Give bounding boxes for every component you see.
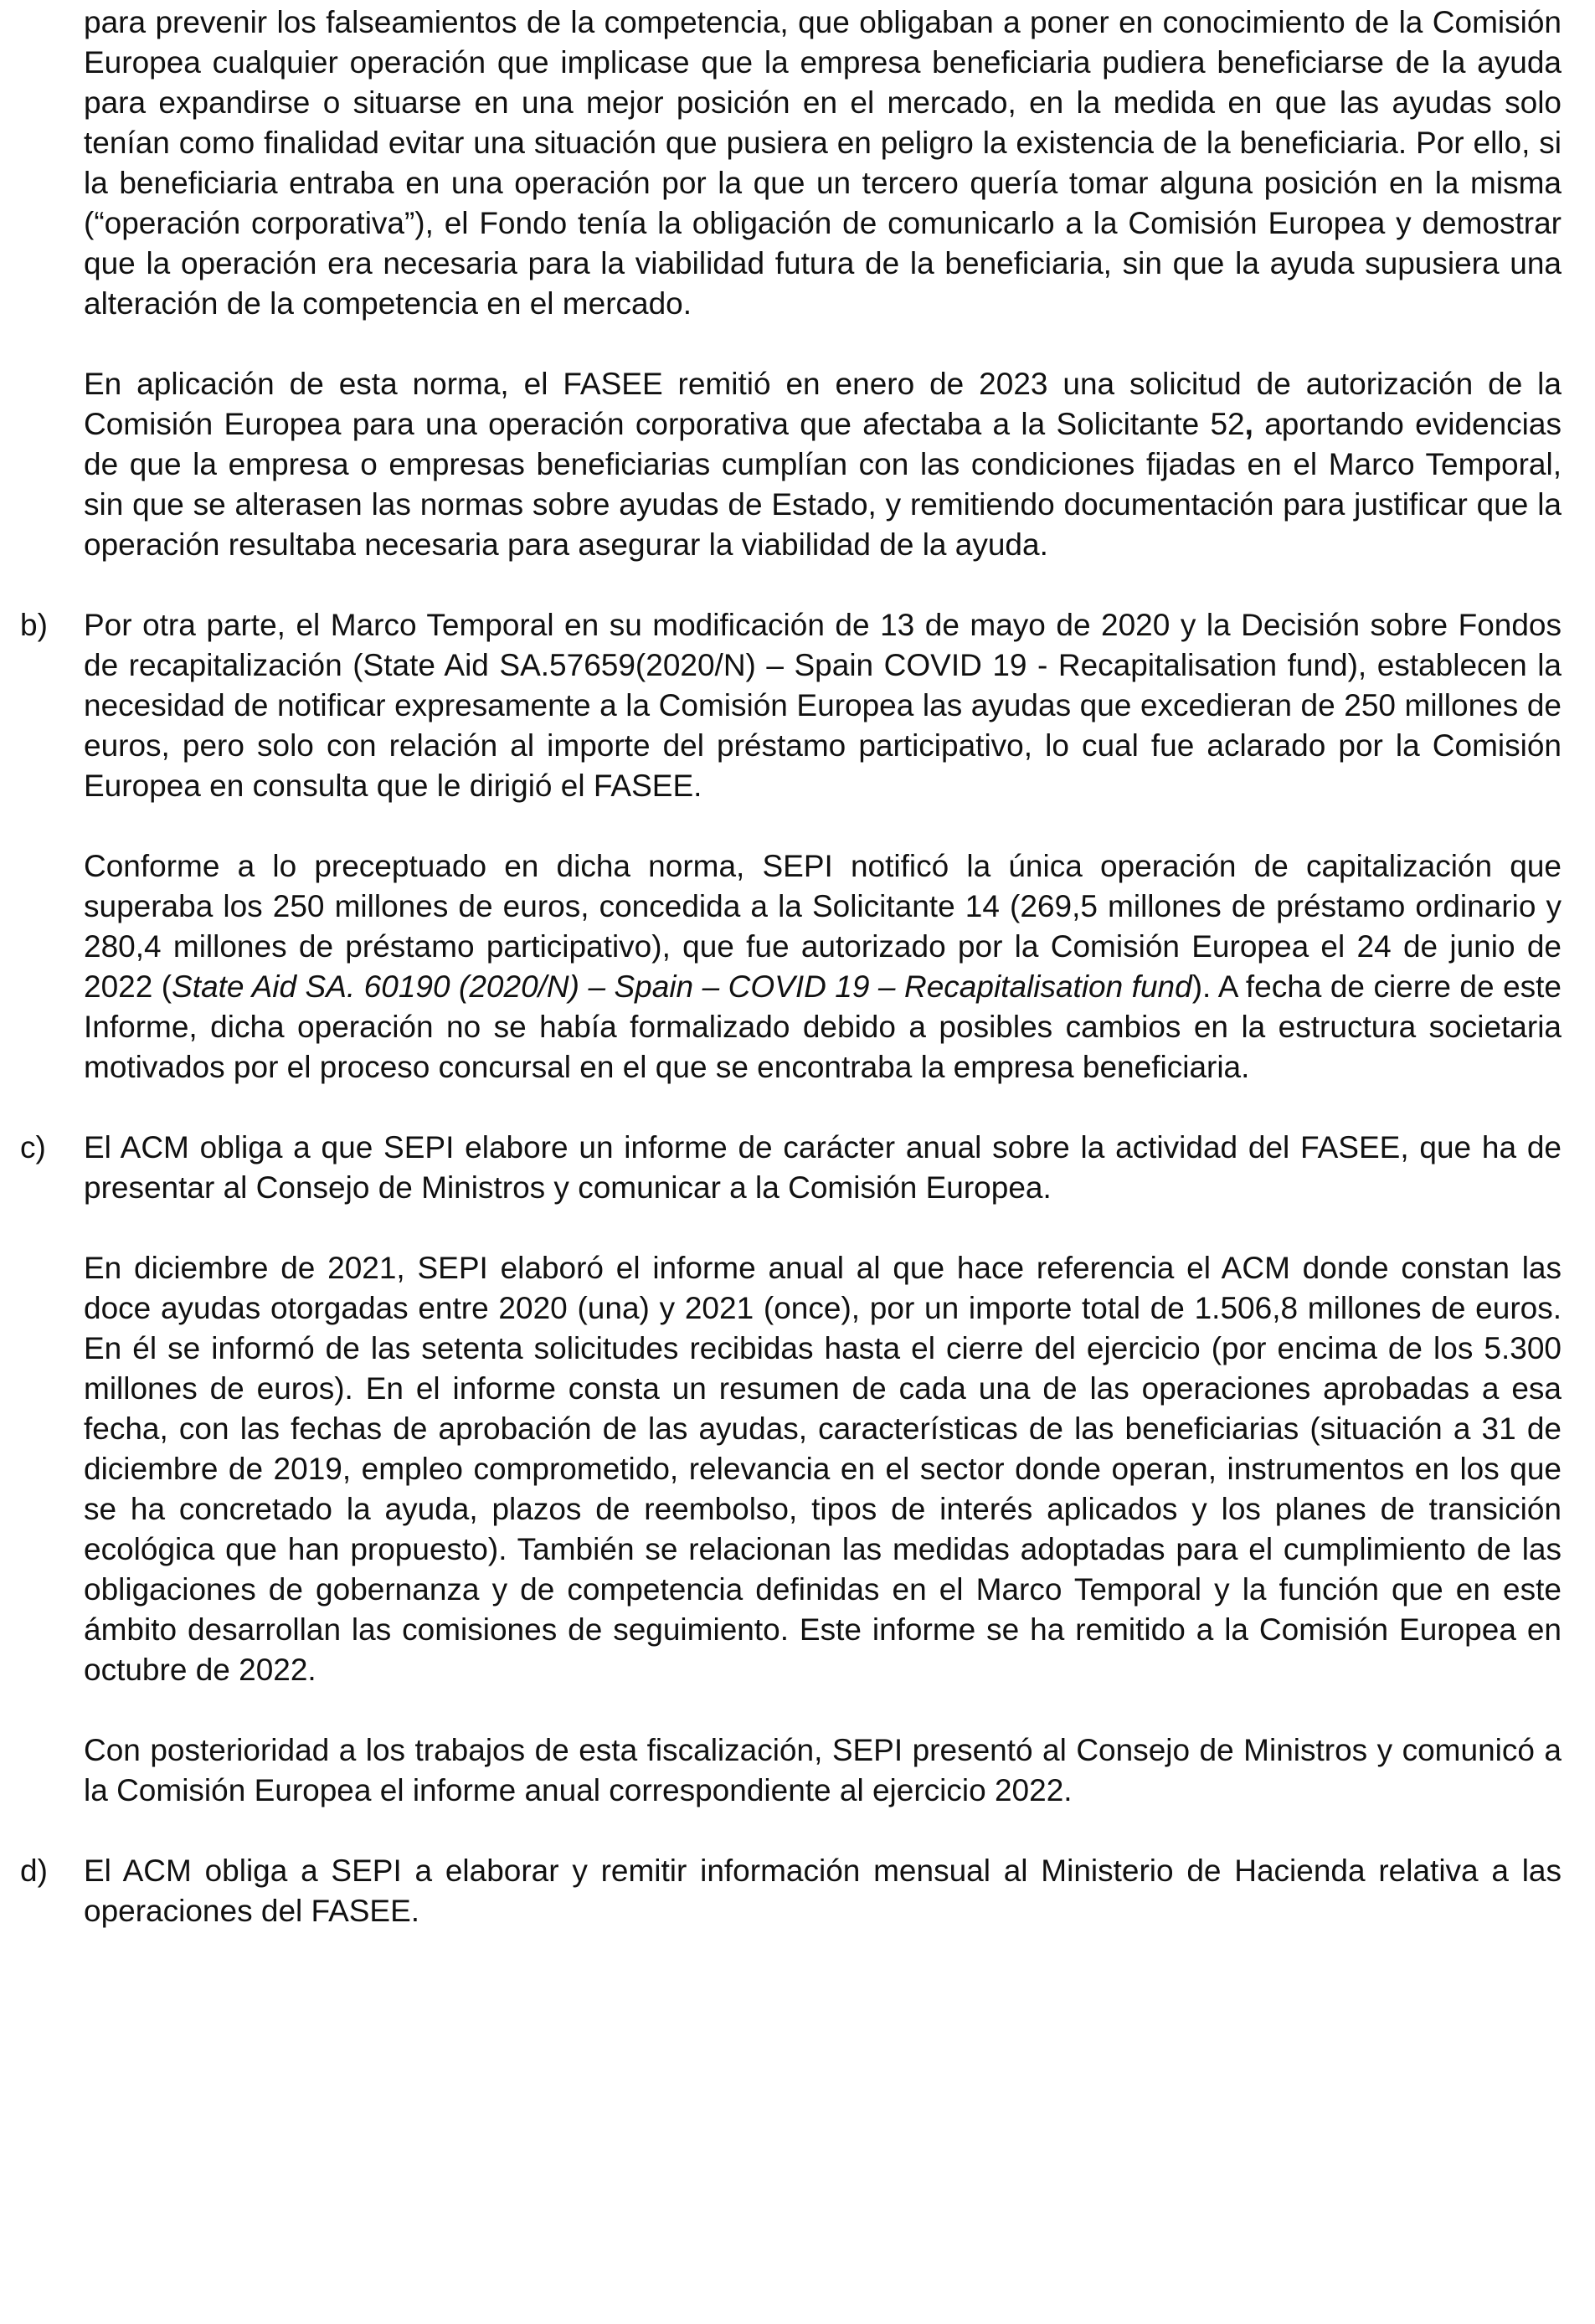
bold-comma: , — [1244, 407, 1253, 441]
paragraph-competencia: para prevenir los falseamientos de la competencia, que obligaban a poner en conocimiento de la Comisión Europea cualquier operación que implicase que la empresa beneficiaria pudiera beneficiarse de la ayuda para expandirse o situarse en una mejor posición en el mercado, en la medida en que las ayudas solo tenían como finalidad evitar una situación que pusiera en peligro la existencia de la beneficiaria. Por ello, si la beneficiaria entraba en una operación por la que un tercero quería tomar alguna posición en la misma (“operación corporativa”), el Fondo tenía la obligación de comunicarlo a la Comisión Europea y demostrar que la operación era necesaria para la viabilidad futura de la beneficiaria, sin que la ayuda supusiera una alteración de la competencia en el mercado. — [84, 5, 1562, 321]
spacer — [84, 1811, 1562, 1851]
paragraph-acm-informe-anual: El ACM obliga a que SEPI elabore un informe de carácter anual sobre la actividad del FASEE, que ha de presentar al Consejo de Ministros y comunicar a la Comisión Europea. — [84, 1130, 1562, 1205]
document-page — [20, 0, 1562, 1931]
paragraph-informe-2022: Con posterioridad a los trabajos de esta fiscalización, SEPI presentó al Consejo de Ministros y comunicó a la Comisión Europea el informe anual correspondiente al ejercicio 2022. — [84, 1733, 1562, 1807]
list-item-d — [20, 1851, 1562, 1931]
spacer — [84, 1690, 1562, 1730]
paragraph-marco-temporal: Por otra parte, el Marco Temporal en su modificación de 13 de mayo de 2020 y la Decisión sobre Fondos de recapitalización (State Aid SA.57659(2020/N) – Spain COVID 19 - Recapitalisation fund), establecen la necesidad de notificar expresamente a la Comisión Europea las ayudas que excedieran de 250 millones de euros, pero solo con relación al importe del préstamo participativo, lo cual fue aclarado por la Comisión Europea en consulta que le dirigió el FASEE. — [84, 608, 1562, 803]
spacer — [84, 1087, 1562, 1128]
list-item-b — [20, 605, 1562, 806]
spacer — [84, 324, 1562, 364]
paragraph-fasee-solicitud-text-a: En aplicación de esta norma, el FASEE remitió en enero de 2023 una solicitud de autorización de la Comisión Europea para una operación corporativa que afectaba a la Solicitante 52 — [84, 367, 1562, 441]
spacer — [84, 1208, 1562, 1248]
italic-state-aid-reference: State Aid SA. 60190 (2020/N) – Spain – COVID 19 – Recapitalisation fund — [172, 969, 1192, 1004]
paragraph-informe-2021: En diciembre de 2021, SEPI elaboró el informe anual al que hace referencia el ACM donde constan las doce ayudas otorgadas entre 2020 (una) y 2021 (once), por un importe total de 1.506,8 millones de euros. En él se informó de las setenta solicitudes recibidas hasta el cierre del ejercicio (por encima de los 5.300 millones de euros). En el informe consta un resumen de cada una de las operaciones aprobadas a esa fecha, con las fechas de aprobación de las ayudas, características de las beneficiarias (situación a 31 de diciembre de 2019, empleo comprometido, relevancia en el sector donde operan, instrumentos en los que se ha concretado la ayuda, plazos de reembolso, tipos de interés aplicados y los planes de transición ecológica que han propuesto). También se relacionan las medidas adoptadas para el cumplimiento de las obligaciones de gobernanza y de competencia definidas en el Marco Temporal y la función que en este ámbito desarrollan las comisiones de seguimiento. Este informe se ha remitido a la Comisión Europea en octubre de 2022. — [84, 1251, 1562, 1687]
spacer — [84, 565, 1562, 605]
spacer — [84, 806, 1562, 846]
paragraph-sepi-notificacion — [84, 846, 1562, 1087]
paragraph-sepi-notificacion-text-b: ). A fecha de cierre de este Informe, dicha operación no se había formalizado debido a posibles cambios en la estructura societaria motivados por el proceso concursal en el que se encontraba la empresa beneficiaria. — [84, 969, 1562, 1084]
paragraph-fasee-solicitud — [84, 364, 1562, 565]
paragraph-fasee-solicitud-text-b: aportando evidencias de que la empresa o empresas beneficiarias cumplían con las condiciones fijadas en el Marco Temporal, sin que se alterasen las normas sobre ayudas de Estado, y remitiendo documentación para justificar que la operación resultaba necesaria para asegurar la viabilidad de la ayuda. — [84, 407, 1562, 562]
list-marker-c: c) — [20, 1130, 46, 1165]
list-item-c — [20, 1128, 1562, 1208]
paragraph-sepi-notificacion-text-a: Conforme a lo preceptuado en dicha norma, SEPI notificó la única operación de capitalización que superaba los 250 millones de euros, concedida a la Solicitante 14 (269,5 millones de préstamo ordinario y 280,4 millones de préstamo participativo), que fue autorizado por la Comisión Europea el 24 de junio de 2022 ( — [84, 849, 1562, 1004]
list-marker-b: b) — [20, 608, 48, 642]
list-marker-d: d) — [20, 1854, 48, 1888]
paragraph-informacion-mensual: El ACM obliga a SEPI a elaborar y remitir información mensual al Ministerio de Hacienda relativa a las operaciones del FASEE. — [84, 1854, 1562, 1928]
